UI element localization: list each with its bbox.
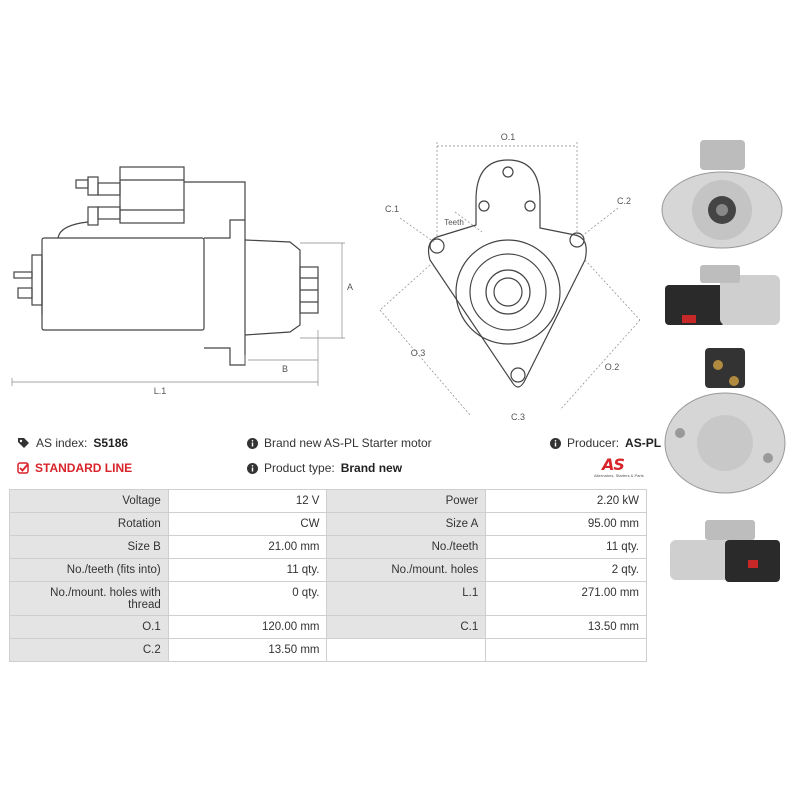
table-row (10, 616, 647, 639)
product-photo-side-top (660, 260, 790, 335)
product-photo-front (660, 130, 790, 255)
dim-label-o3: O.3 (410, 348, 426, 358)
product-type (247, 461, 402, 475)
dim-label-c3: C.3 (510, 412, 526, 422)
spec-label-empty (327, 639, 486, 662)
producer (550, 436, 661, 450)
spec-value: 11 qty. (486, 536, 647, 559)
spec-label: Rotation (10, 513, 169, 536)
spec-label: No./mount. holes with thread (10, 582, 169, 616)
table-row (10, 536, 647, 559)
spec-value: 11 qty. (168, 559, 327, 582)
dim-label-o2: O.2 (604, 362, 620, 372)
spec-value: 95.00 mm (486, 513, 647, 536)
info-circle-icon (550, 438, 561, 449)
spec-label: No./mount. holes (327, 559, 486, 582)
as-index-value: S5186 (93, 436, 129, 450)
spec-value: 21.00 mm (168, 536, 327, 559)
info-circle-icon (247, 438, 258, 449)
table-row (10, 513, 647, 536)
info-circle-icon (247, 463, 258, 474)
product-info (0, 430, 800, 480)
product-desc-text: Brand new AS-PL Starter motor (264, 436, 432, 450)
spec-value: 13.50 mm (486, 616, 647, 639)
spec-value: 2.20 kW (486, 490, 647, 513)
spec-value: 0 qty. (168, 582, 327, 616)
dim-label-teeth: Teeth (444, 218, 464, 227)
product-type-value: Brand new (340, 461, 403, 475)
table-row (10, 559, 647, 582)
spec-label: L.1 (327, 582, 486, 616)
dim-label-b: B (281, 364, 289, 374)
dim-label-c1: C.1 (384, 204, 400, 214)
product-type-label: Product type: (264, 461, 335, 475)
spec-label: Voltage (10, 490, 169, 513)
dim-label-o1: O.1 (500, 132, 516, 142)
table-row (10, 639, 647, 662)
standard-line-label: STANDARD LINE (35, 461, 133, 475)
dim-label-l1: L.1 (153, 386, 167, 396)
product-description (247, 436, 432, 450)
technical-drawings (0, 120, 655, 430)
spec-label: No./teeth (327, 536, 486, 559)
as-pl-logo (594, 455, 650, 480)
check-square-icon (17, 462, 29, 474)
producer-label: Producer: (567, 436, 620, 450)
logo-text: AS (602, 455, 624, 474)
dim-label-c2: C.2 (616, 196, 632, 206)
spec-label: Size A (327, 513, 486, 536)
spec-label: O.1 (10, 616, 169, 639)
side-view-drawing (14, 167, 318, 365)
product-photos (655, 125, 800, 595)
as-index-label: AS index: (36, 436, 88, 450)
logo-tagline: Alternators, Starters & Parts (594, 473, 644, 478)
spec-label: No./teeth (fits into) (10, 559, 169, 582)
side-view-dimensions (12, 243, 345, 386)
spec-label: Size B (10, 536, 169, 559)
spec-value: 271.00 mm (486, 582, 647, 616)
spec-value: 13.50 mm (168, 639, 327, 662)
spec-label: C.2 (10, 639, 169, 662)
spec-value: 120.00 mm (168, 616, 327, 639)
as-index (17, 436, 128, 450)
spec-value: 2 qty. (486, 559, 647, 582)
spec-label: Power (327, 490, 486, 513)
product-photo-side-bottom (660, 510, 790, 595)
dim-label-a: A (346, 282, 354, 292)
spec-value: CW (168, 513, 327, 536)
table-row (10, 490, 647, 513)
spec-value: 12 V (168, 490, 327, 513)
spec-value-empty (486, 639, 647, 662)
tag-icon (17, 437, 30, 449)
specs-table (9, 489, 647, 662)
spec-label: C.1 (327, 616, 486, 639)
producer-value: AS-PL (625, 436, 662, 450)
front-view-drawing (429, 160, 587, 387)
table-row (10, 582, 647, 616)
standard-line (17, 461, 132, 475)
